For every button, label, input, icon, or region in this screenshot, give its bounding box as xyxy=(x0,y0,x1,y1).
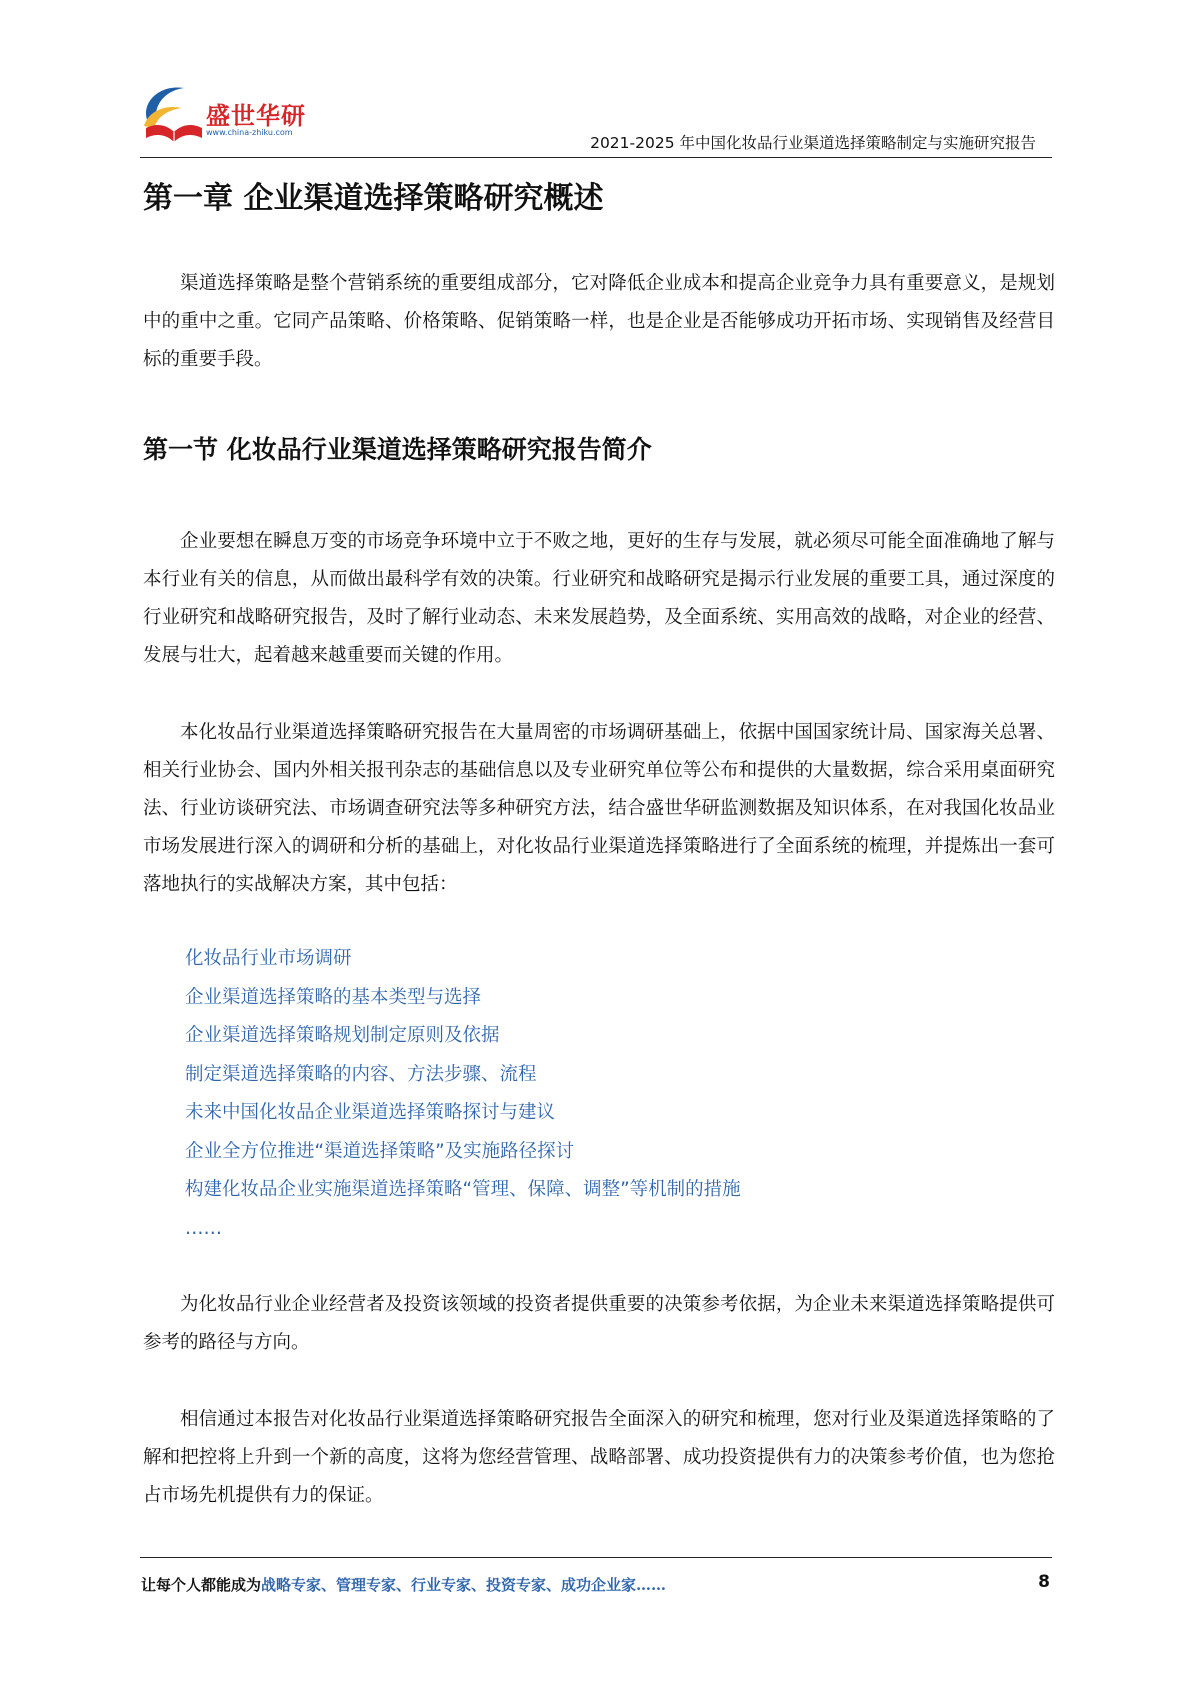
section-paragraph-3: 为化妆品行业企业经营者及投资该领域的投资者提供重要的决策参考依据，为企业未来渠道选择策略提供可参考的路径与方向。 xyxy=(143,1294,1055,1353)
list-item: 制定渠道选择策略的内容、方法步骤、流程 xyxy=(185,1063,537,1085)
logo-name: 盛世华研 xyxy=(206,102,306,130)
chapter-intro-paragraph: 渠道选择策略是整个营销系统的重要组成部分，它对降低企业成本和提高企业竞争力具有重要意义，是规划中的重中之重。它同产品策略、价格策略、促销策略一样，也是企业是否能够成功开拓市场、实现销售及经营目标的重要手段。 xyxy=(143,273,1055,370)
slogan-roles: 战略专家、管理专家、行业专家、投资专家、成功企业家…… xyxy=(261,1576,667,1594)
header-divider xyxy=(140,157,1052,158)
footer-divider xyxy=(140,1557,1052,1558)
page-header xyxy=(0,0,1191,160)
page-number: 8 xyxy=(1038,1572,1050,1592)
coverage-list xyxy=(185,940,741,1248)
section-paragraph-1: 企业要想在瞬息万变的市场竞争环境中立于不败之地，更好的生存与发展，就必须尽可能全面准确地了解与本行业有关的信息，从而做出最科学有效的决策。行业研究和战略研究是揭示行业发展的重要工具，通过深度的行业研究和战略研究报告，及时了解行业动态、未来发展趋势，及全面系统、实用高效的战略，对企业的经营、发展与壮大，起着越来越重要而关键的作用。 xyxy=(143,531,1055,666)
slogan-prefix: 让每个人都能成为 xyxy=(141,1576,262,1594)
section-title: 第一节 化妆品行业渠道选择策略研究报告简介 xyxy=(143,435,652,464)
list-item: 未来中国化妆品企业渠道选择策略探讨与建议 xyxy=(185,1102,556,1123)
list-item: 企业渠道选择策略的基本类型与选择 xyxy=(185,986,482,1008)
list-item: 构建化妆品企业实施渠道选择策略“管理、保障、调整”等机制的措施 xyxy=(185,1179,741,1200)
logo-url: www.china-zhiku.com xyxy=(206,128,293,137)
report-title: 2021-2025 年中国化妆品行业渠道选择策略制定与实施研究报告 xyxy=(590,134,1036,152)
footer-slogan xyxy=(141,1574,666,1595)
list-item: 企业全方位推进“渠道选择策略”及实施路径探讨 xyxy=(185,1140,575,1162)
list-item: 化妆品行业市场调研 xyxy=(185,948,352,969)
list-item: 企业渠道选择策略规划制定原则及依据 xyxy=(185,1025,500,1046)
chapter-title: 第一章 企业渠道选择策略研究概述 xyxy=(143,181,604,216)
section-paragraph-4: 相信通过本报告对化妆品行业渠道选择策略研究报告全面深入的研究和梳理，您对行业及渠道选择策略的了解和把控将上升到一个新的高度，这将为您经营管理、战略部署、成功投资提供有力的决策参考价值，也为您抢占市场先机提供有力的保证。 xyxy=(143,1409,1055,1506)
section-paragraph-2: 本化妆品行业渠道选择策略研究报告在大量周密的市场调研基础上，依据中国国家统计局、国家海关总署、相关行业协会、国内外相关报刊杂志的基础信息以及专业研究单位等公布和提供的大量数据，综合采用桌面研究法、行业访谈研究法、市场调查研究法等多种研究方法，结合盛世华研监测数据及知识体系，在对我国化妆品业市场发展进行深入的调研和分析的基础上，对化妆品行业渠道选择策略进行了全面系统的梳理，并提炼出一套可落地执行的实战解决方案，其中包括： xyxy=(143,722,1055,895)
logo-emblem-icon xyxy=(138,82,208,146)
company-logo xyxy=(138,82,308,146)
list-item-ellipsis: …… xyxy=(185,1217,222,1239)
